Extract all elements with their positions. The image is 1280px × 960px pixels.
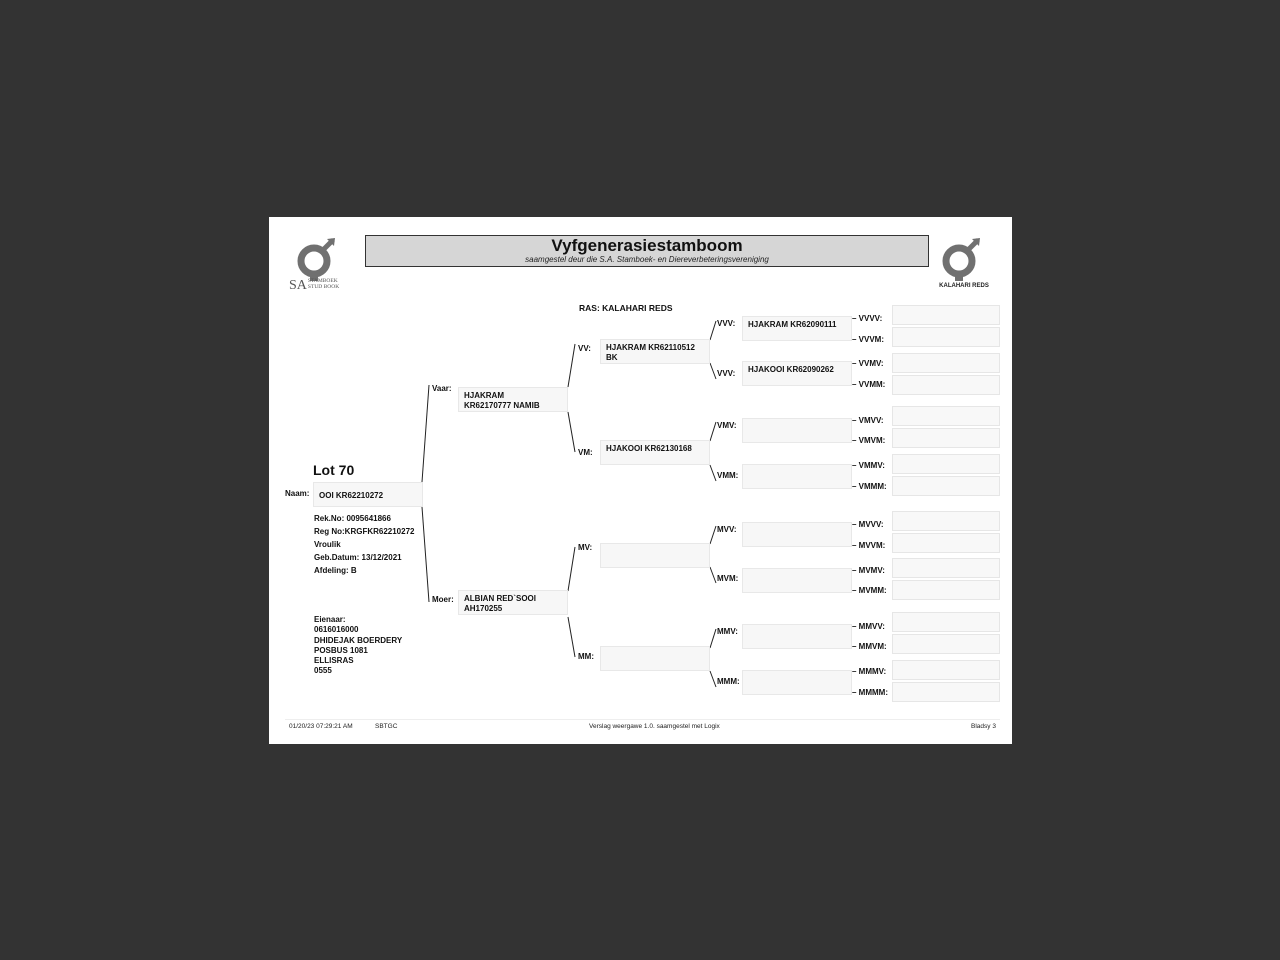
mmvm-box <box>892 634 1000 654</box>
lot-number: Lot 70 <box>313 462 355 478</box>
name-label: Naam: <box>285 489 310 498</box>
vmmm-label: – VMMM: <box>852 482 887 491</box>
mmmm-box <box>892 682 1000 702</box>
mmvv-label: – MMVV: <box>852 622 885 631</box>
page-subtitle: saamgestel deur die S.A. Stamboek- en Diereverbeteringsvereniging <box>525 255 769 264</box>
mvvm-box <box>892 533 1000 553</box>
mmmm-label: – MMMM: <box>852 688 888 697</box>
mm-box <box>600 646 710 671</box>
footer-version: Verslag weergawe 1.0. saamgestel met Logix <box>589 723 720 730</box>
vvmm-label: – VVMM: <box>852 380 886 389</box>
mmm-label: MMM: <box>717 677 740 686</box>
footer-timestamp: 01/20/23 07:29:21 AM <box>289 723 353 730</box>
vmvv-box <box>892 406 1000 426</box>
vmv-label: VMV: <box>717 421 737 430</box>
vv-label: VV: <box>578 344 591 353</box>
mvmv-box <box>892 558 1000 578</box>
sire-label: Vaar: <box>432 384 452 393</box>
vmmv-label: – VMMV: <box>852 461 885 470</box>
sire-box: HJAKRAM KR62170777 NAMIB <box>458 387 568 412</box>
vvm-box: HJAKOOI KR62090262 <box>742 361 852 386</box>
mvvm-label: – MVVM: <box>852 541 886 550</box>
vvm-label: VVV: <box>717 369 736 378</box>
vvvv-label: – VVVV: <box>852 314 883 323</box>
vmvm-box <box>892 428 1000 448</box>
mvmm-label: – MVMM: <box>852 586 887 595</box>
page-title: Vyfgenerasiestamboom <box>551 236 743 255</box>
vmmm-box <box>892 476 1000 496</box>
vm-label: VM: <box>578 448 593 457</box>
owner-details: Eienaar: 0616016000 DHIDEJAK BOERDERY POSBUS 1081 ELLISRAS 0555 <box>314 615 403 676</box>
mm-label: MM: <box>578 652 594 661</box>
vvmv-label: – VVMV: <box>852 359 884 368</box>
vvvv-box <box>892 305 1000 325</box>
animal-details: Rek.No: 0095641866 Reg No:KRGFKR62210272 Vroulik Geb.Datum: 13/12/2021 Afdeling: B <box>314 514 415 575</box>
mvvv-label: – MVVV: <box>852 520 884 529</box>
vmvv-label: – VMVV: <box>852 416 884 425</box>
vmm-label: VMM: <box>717 471 739 480</box>
animal-name-box: OOI KR62210272 <box>313 482 423 507</box>
vmm-box <box>742 464 852 489</box>
mv-box <box>600 543 710 568</box>
mvm-box <box>742 568 852 593</box>
mmmv-label: – MMMV: <box>852 667 887 676</box>
footer-org: SBTGC <box>375 723 398 730</box>
mvm-label: MVM: <box>717 574 739 583</box>
dam-label: Moer: <box>432 595 454 604</box>
vmvm-label: – VMVM: <box>852 436 886 445</box>
mmv-label: MMV: <box>717 627 738 636</box>
mvv-box <box>742 522 852 547</box>
mv-label: MV: <box>578 543 593 552</box>
pedigree-page <box>269 217 1012 744</box>
sa-stud-book-logo-text: SASTAMBOEK STUD BOOK <box>289 278 340 293</box>
mmvv-box <box>892 612 1000 632</box>
breed-label: RAS: KALAHARI REDS <box>579 303 673 313</box>
vm-box: HJAKOOI KR62130168 <box>600 440 710 465</box>
footer-divider <box>285 719 1000 720</box>
vvvm-label: – VVVM: <box>852 335 885 344</box>
mmmv-box <box>892 660 1000 680</box>
vvv-label: VVV: <box>717 319 736 328</box>
vvvm-box <box>892 327 1000 347</box>
breed-logo-text: KALAHARI REDS <box>939 283 989 289</box>
mvmv-label: – MVMV: <box>852 566 885 575</box>
mvvv-box <box>892 511 1000 531</box>
vvmm-box <box>892 375 1000 395</box>
vmv-box <box>742 418 852 443</box>
mvv-label: MVV: <box>717 525 737 534</box>
mmm-box <box>742 670 852 695</box>
vvmv-box <box>892 353 1000 373</box>
footer-page-number: Bladsy 3 <box>971 723 996 730</box>
mvmm-box <box>892 580 1000 600</box>
mmvm-label: – MMVM: <box>852 642 887 651</box>
vv-box: HJAKRAM KR62110512 BK <box>600 339 710 364</box>
dam-box: ALBIAN RED`SOOI AH170255 <box>458 590 568 615</box>
vvv-box: HJAKRAM KR62090111 <box>742 316 852 341</box>
vmmv-box <box>892 454 1000 474</box>
mmv-box <box>742 624 852 649</box>
